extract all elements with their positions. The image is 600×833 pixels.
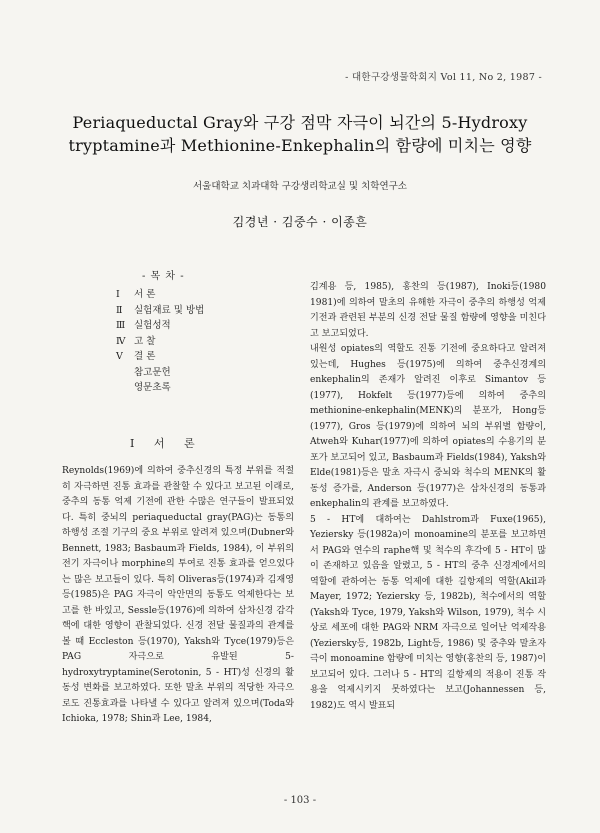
toc-item-number: Ⅰ [116,289,120,300]
toc-item [116,334,204,350]
body-paragraph: Reynolds(1969)에 의하여 중추신경의 특정 부위를 적절히 자극하면 진통 효과를 관찰할 수 있다고 보고된 이래로, 중추의 동통 억제 기전에 관한 수많은 연구들이 발표되었다. 특히 중뇌의 periaqueductal gray(PAG)는 동통의 하행성 조절 기구의 중요 부위로 알려져 있으며(Dubner와 Bennett, 1983; Basbaum과 Fields, 1984), 이 부위의 전기 자극이나 morphine의 투여로 진통 효과를 얻으었다는 많은 보고들이 있다. 특히 Oliveras등(1974)과 김재영 등(1985)은 PAG 자극이 악안면의 동통도 억제한다는 보고를 한 바있고, Sessle등(1976)에 의하여 삼차신경 감각핵에 대한 영향이 관찰되었다. 신경 전달 물질과의 관계를 볼 때 Eccleston 등(1970), Yaksh와 Tyce(1979)등은 PAG 자극으로 유발된 5-hydroxytryptamine(Serotonin, 5 - HT)성 신경의 활동성 변화를 보고하였다. 또한 말초 부위의 적당한 자극으로도 진통효과를 나타낼 수 있다고 알려져 있으며(Toda와 Ichioka, 1978; Shin과 Lee, 1984, [62,466,294,724]
body-paragraph: 내원성 opiates의 역할도 진통 기전에 중요하다고 알려져 있는데, Hughes 등(1975)에 의하여 중추신경계의 enkephalin의 존재가 알려진 이후로 Simantov 등(1977), Hokfelt 등(1977)등에 의하여 중추의 methionine-enkephalin(MENK)의 분포가, Hong등(1977), Gros 등(1979)에 의하여 뇌의 부위별 함량이, Atweh와 Kuhar(1977)에 의하여 opiates의 수용기의 분포가 보고되어 있고, Basbaum과 Fields(1984), Yaksh와 Elde(1981)등은 말초 자극시 중뇌와 척수의 MENK의 활동성 증가를, Anderson 등(1977)은 삼차신경의 동통과 enkephalin의 관계를 보고하였다. [310,344,546,509]
toc-item-label: 실험재료 및 방법 [134,304,205,316]
article-title-line-1: Periaqueductal Gray와 구강 점막 자극이 뇌간의 5-Hydroxy [72,113,528,132]
body-paragraph: 김계용 등, 1985), 홍찬의 등(1987), Inoki등(1980 1981)에 의하여 말초의 유해한 자극이 중추의 하행성 억제 기전과 관련된 부분의 신경 전달 물질 함량에 영향을 미친다고 보고되었다. [310,282,546,339]
toc-item [116,303,204,319]
body-paragraph: 5 - HT에 대하여는 Dahlstrom과 Fuxe(1965), Yeziersky 등(1982a)이 monoamine의 분포를 보고하면서 PAG와 연수의 raphe핵 및 척수의 후각에 5 - HT이 많이 존재하고 있음을 알렸고, 5 - HT의 중추 신경계에서의 역할에 관하여는 동통 억제에 대한 길항제의 역할(Akil과 Mayer, 1972; Yeziersky 등, 1982b), 척수에서의 역할(Yaksh와 Tyce, 1979, Yaksh와 Wilson, 1979), 척수 시상로 세포에 대한 PAG와 NRM 자극으로 일어난 억제작용(Yeziersky등, 1982b, Light등, 1986) 및 중추와 말초자극이 monoamine 함량에 미치는 영향(홍찬의 등, 1987)이 보고되어 있다. 그러나 5 - HT의 길항제의 적용이 진통 작용을 억제시키지 못하였다는 보고(Johannessen 등, 1982)도 역시 발표되 [310,514,546,711]
toc-item [116,365,204,381]
page-number: - 103 - [283,795,317,806]
toc-item [116,349,204,365]
toc-item [116,380,204,396]
toc-item-number: Ⅴ [116,351,123,362]
toc-item [116,287,204,303]
toc-item-label: 실험성적 [134,320,171,331]
toc-item-label: 서 론 [134,289,156,300]
journal-header: - 대한구강생물학회지 Vol 11, No 2, 1987 - [345,72,542,83]
table-of-contents [116,287,204,396]
toc-item-label: 결 론 [134,351,156,362]
section-heading-introduction: Ⅰ 서 론 [130,437,203,450]
toc-item [116,318,204,334]
toc-item-number: Ⅳ [116,335,126,347]
toc-title: - 목 차 - [142,271,185,282]
article-title-line-2: tryptamine과 Methionine-Enkephalin의 함량에 미치는 영향 [68,136,532,155]
toc-item-number: Ⅲ [116,320,126,331]
affiliation: 서울대학교 치과대학 구강생리학교실 및 치학연구소 [193,181,407,192]
toc-item-label: 영문초록 [134,382,171,393]
toc-item-label: 참고문헌 [134,366,171,378]
authors: 김경년 · 김중수 · 이종흔 [232,215,368,229]
left-body-column [62,464,294,728]
toc-item-number: Ⅱ [116,304,123,316]
toc-item-label: 고 찰 [134,335,156,347]
right-body-column [310,280,546,714]
